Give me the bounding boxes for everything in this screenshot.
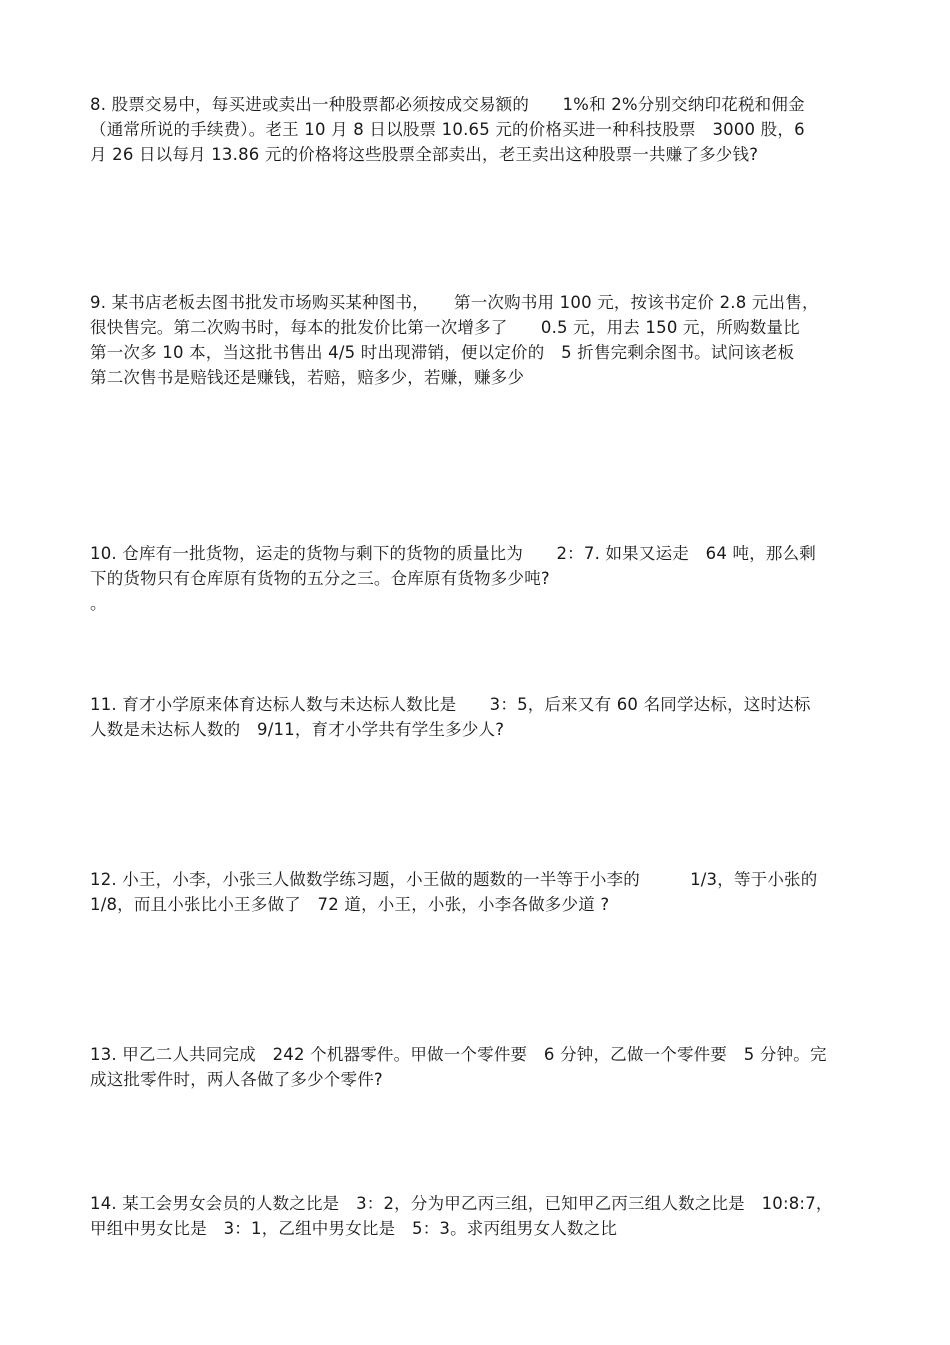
problem-11-line-2: 人数是未达标人数的 9/11，育才小学共有学生多少人?	[90, 720, 505, 739]
problem-14	[90, 1191, 865, 1241]
problem-12-line-1: 12. 小王，小李，小张三人做数学练习题，小王做的题数的一半等于小李的 1/3，等于小张的	[90, 870, 818, 889]
problem-8	[90, 92, 865, 167]
problem-12	[90, 867, 865, 917]
problem-9-line-2: 很快售完。第二次购书时，每本的批发价比第一次增多了 0.5 元，用去 150 元，所购数量比	[90, 318, 800, 337]
problem-14-line-2: 甲组中男女比是 3：1，乙组中男女比是 5：3。求丙组男女人数之比	[90, 1219, 618, 1238]
problem-10-line-2: 下的货物只有仓库原有货物的五分之三。仓库原有货物多少吨?	[90, 569, 550, 588]
problem-9-line-4: 第二次售书是赔钱还是赚钱，若赔，赔多少，若赚，赚多少	[90, 368, 525, 387]
problem-13-line-1: 13. 甲乙二人共同完成 242 个机器零件。甲做一个零件要 6 分钟，乙做一个零件要 5 分钟。完	[90, 1045, 827, 1064]
problem-9-line-1: 9. 某书店老板去图书批发市场购买某种图书， 第一次购书用 100 元，按该书定价 2.8 元出售，	[90, 293, 819, 312]
problem-12-line-2: 1/8，而且小张比小王多做了 72 道，小王，小张，小李各做多少道 ?	[90, 895, 610, 914]
problem-13-line-2: 成这批零件时，两人各做了多少个零件?	[90, 1070, 383, 1089]
problem-11	[90, 692, 865, 742]
problem-13	[90, 1042, 865, 1092]
problem-9-line-3: 第一次多 10 本，当这批书售出 4/5 时出现滞销，便以定价的 5 折售完剩余图书。试问该老板	[90, 343, 795, 362]
problem-9	[90, 290, 865, 390]
problem-10	[90, 541, 865, 616]
problem-8-line-1: 8. 股票交易中，每买进或卖出一种股票都必须按成交易额的 1%和 2%分别交纳印花税和佣金	[90, 95, 805, 114]
problem-14-line-1: 14. 某工会男女会员的人数之比是 3：2，分为甲乙丙三组，已知甲乙丙三组人数之比是 10:8:7，	[90, 1194, 833, 1213]
problem-10-line-1: 10. 仓库有一批货物，运走的货物与剩下的货物的质量比为 2：7. 如果又运走 64 吨，那么剩	[90, 544, 817, 563]
problem-8-line-2: （通常所说的手续费）。老王 10 月 8 日以股票 10.65 元的价格买进一种科技股票 3000 股，6	[90, 120, 805, 139]
problem-8-line-3: 月 26 日以每月 13.86 元的价格将这些股票全部卖出，老王卖出这种股票一共赚了多少钱?	[90, 145, 759, 164]
problem-10-line-3: 。	[90, 594, 107, 613]
problem-11-line-1: 11. 育才小学原来体育达标人数与未达标人数比是 3：5，后来又有 60 名同学达标，这时达标	[90, 695, 811, 714]
